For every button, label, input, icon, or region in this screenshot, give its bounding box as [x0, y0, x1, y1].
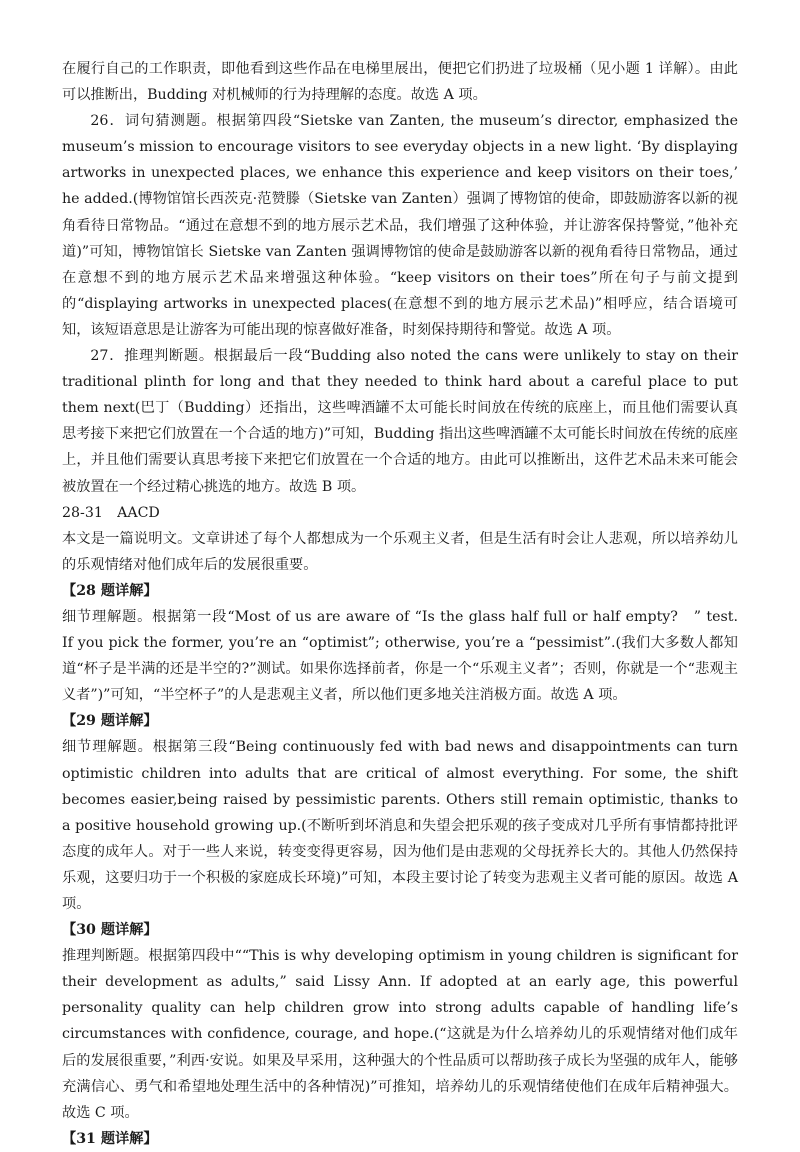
q28-heading: 【28 题详解】: [62, 582, 158, 599]
answers-28-31: 28-31 AACD: [62, 504, 160, 521]
q27-explanation: 27．推理判断题。根据最后一段“Budding also noted the cans were unlikely to stay on their traditional plinth for long and that they needed to think hard about a careful place to put them next(巴丁（Budding）还指出，这些啤酒罐不太可能长时间放在传统的底座上，而且他们需要认真思考接下来把它们放置在一个合适的地方)”可知，Budding 指出这些啤酒罐不太可能长时间放在传统的底座上，并且他们需要认真思考接下来把它们放置在一个合适的地方。由此可以推断出，这件艺术品未来可能会被放置在一个经过精心挑选的地方。故选 B 项。: [62, 348, 738, 495]
passage-summary: 本文是一篇说明文。文章讲述了每个人都想成为一个乐观主义者，但是生活有时会让人悲观，所以培养幼儿的乐观情绪对他们成年后的发展很重要。: [62, 530, 738, 573]
q31-heading: 【31 题详解】: [62, 1130, 158, 1147]
q25-explanation-tail: 在履行自己的工作职责，即他看到这些作品在电梯里展出，便把它们扔进了垃圾桶（见小题 1 详解）。由此可以推断出，Budding 对机械师的行为持理解的态度。故选 A 项。: [62, 61, 738, 104]
q26-explanation: 26．词句猜测题。根据第四段“Sietske van Zanten, the museum’s director, emphasized the museum’s mission to encourage visitors to see everyday objects in a new light. ‘By displaying artworks in unexpected places, we enhance this experience and keep visitors on their toes,’ he added.(博物馆馆长西茨克·范赞滕（Sietske van Zanten）强调了博物馆的使命，即鼓励游客以新的视角看待日常物品。“通过在意想不到的地方展示艺术品，我们增强了这种体验，并让游客保持警觉，”他补充道)”可知，博物馆馆长 Sietske van Zanten 强调博物馆的使命是鼓励游客以新的视角看待日常物品，通过在意想不到的地方展示艺术品来增强这种体验。“keep visitors on their toes”所在句子与前文提到的“displaying artworks in unexpected places(在意想不到的地方展示艺术品)”相呼应，结合语境可知，该短语意思是让游客为可能出现的惊喜做好准备，时刻保持期待和警觉。故选 A 项。: [62, 113, 738, 338]
q28-explanation: 细节理解题。根据第一段“Most of us are aware of “Is the glass half full or half empty? ” test. If you pick the former, you’re an “optimist”; otherwise, you’re a “pessimist”.(我们大多数人都知道“杯子是半满的还是半空的?”测试。如果你选择前者，你是一个“乐观主义者”；否则，你就是一个“悲观主义者”)”可知，“半空杯子”的人是悲观主义者，所以他们更多地关注消极方面。故选 A 项。: [62, 608, 753, 704]
q30-heading: 【30 题详解】: [62, 922, 158, 939]
q29-explanation: 细节理解题。根据第三段“Being continuously fed with bad news and disappointments can turn optimistic children into adults that are critical of almost everything. For some, the shift becomes easier,being raised by pessimistic parents. Others still remain optimistic, thanks to a positive household growing up.(不断听到坏消息和失望会把乐观的孩子变成对几乎所有事情都持批评态度的成年人。对于一些人来说，转变变得更容易，因为他们是由悲观的父母抚养长大的。其他人仍然保持乐观，这要归功于一个积极的家庭成长环境)”可知，本段主要讨论了转变为悲观主义者可能的原因。故选 A 项。: [62, 739, 738, 912]
q30-explanation: 推理判断题。根据第四段中““This is why developing optimism in young children is significant for their development as adults,” said Lissy Ann. If adopted at an early age, this powerful personality quality can help children grow into strong adults capable of handling life’s circumstances with confidence, courage, and hope.(“这就是为什么培养幼儿的乐观情绪对他们成年后的发展很重要，”利西·安说。如果及早采用，这种强大的个性品质可以帮助孩子成长为坚强的成年人，能够充满信心、勇气和希望地处理生活中的各种情况)”可推知，培养幼儿的乐观情绪使他们在成年后精神强大。故选 C 项。: [62, 948, 738, 1121]
q29-heading: 【29 题详解】: [62, 713, 158, 730]
